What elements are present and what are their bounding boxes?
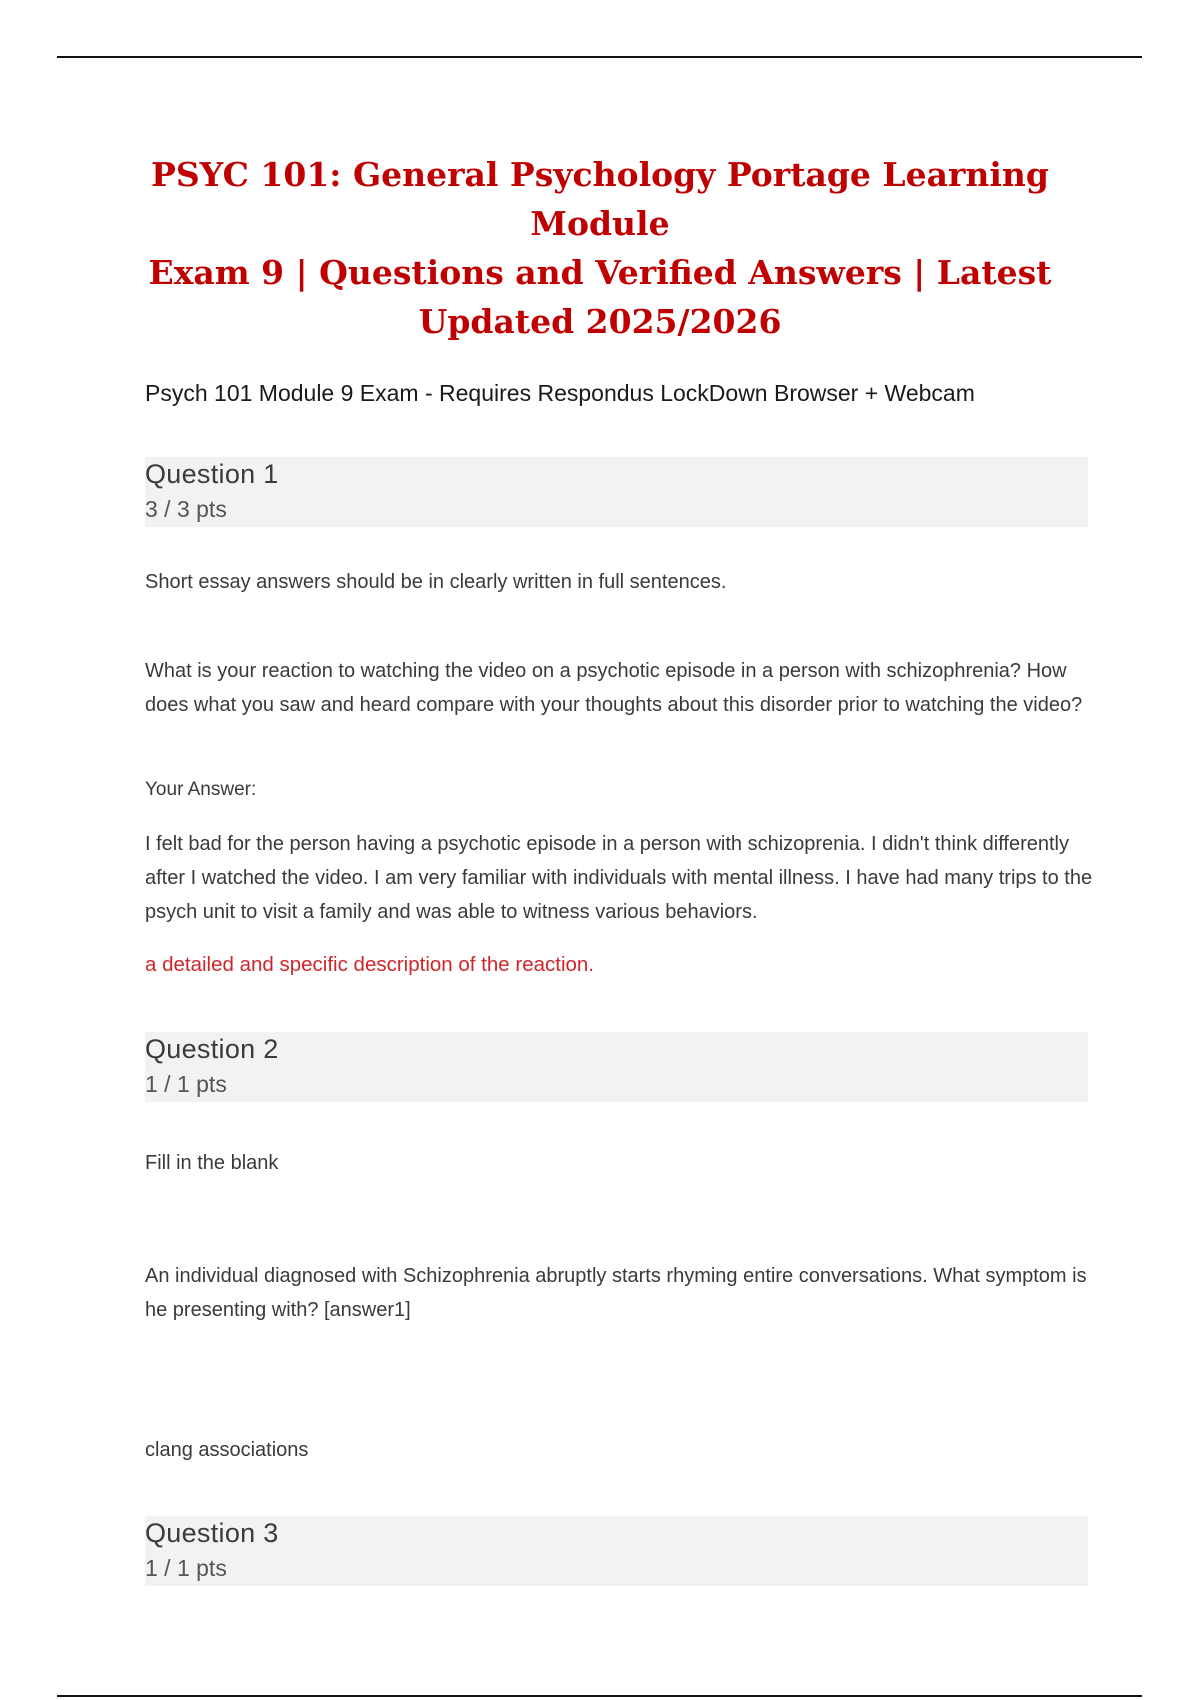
question-3-header (145, 1516, 1088, 1586)
exam-subtitle: Psych 101 Module 9 Exam - Requires Respondus LockDown Browser + Webcam (145, 380, 975, 406)
question-2-title: Question 2 (145, 1034, 279, 1064)
question-2-instruction: Fill in the blank (145, 1152, 279, 1174)
question-1-feedback: a detailed and specific description of the reaction. (145, 953, 594, 976)
question-1-answer: I felt bad for the person having a psychotic episode in a person with schizoprenia. I didn't think differently after I watched the video. I am very familiar with individuals with mental illness. I have had many trips to the psych unit to visit a family and was able to witness various behaviors. (145, 833, 1093, 923)
question-1-prompt: What is your reaction to watching the video on a psychotic episode in a person with schizophrenia? How does what you saw and heard compare with your thoughts about this disorder prior to watching the video? (145, 660, 1083, 716)
question-3-title: Question 3 (145, 1518, 279, 1548)
title-line-3: Updated 2025/2026 (418, 302, 782, 341)
question-1-points: 3 / 3 pts (145, 496, 227, 522)
question-1-answer-label: Your Answer: (145, 779, 257, 800)
question-3-points: 1 / 1 pts (145, 1555, 227, 1581)
question-1-header (145, 457, 1088, 527)
question-2-header (145, 1032, 1088, 1102)
question-1-title: Question 1 (145, 459, 279, 489)
question-2-points: 1 / 1 pts (145, 1071, 227, 1097)
title-line-2: Exam 9 | Questions and Verified Answers | Latest (148, 253, 1052, 292)
document-title (100, 150, 1100, 346)
bottom-divider (57, 1695, 1142, 1697)
question-2-answer: clang associations (145, 1439, 309, 1461)
top-divider (57, 56, 1142, 58)
question-2-prompt: An individual diagnosed with Schizophrenia abruptly starts rhyming entire conversations. What symptom is he presenting with? [answer1] (145, 1265, 1087, 1321)
question-1-instruction: Short essay answers should be in clearly written in full sentences. (145, 571, 727, 593)
title-line-1: PSYC 101: General Psychology Portage Learning Module (151, 155, 1049, 243)
